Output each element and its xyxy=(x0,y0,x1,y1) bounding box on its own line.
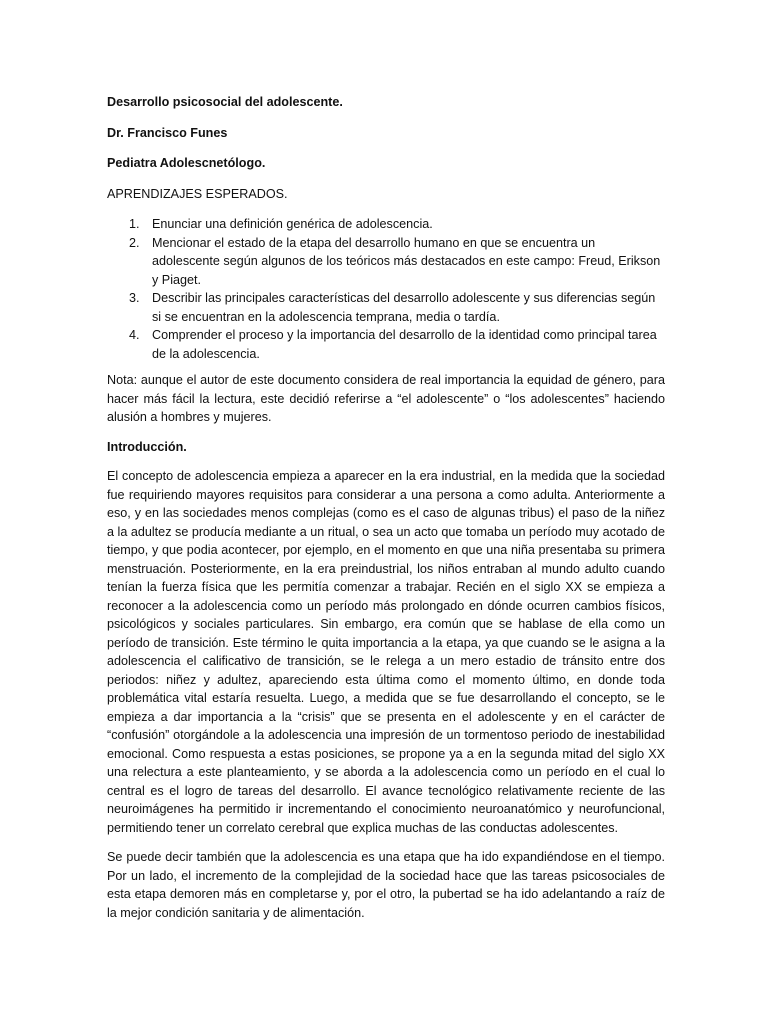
objective-number: 4. xyxy=(129,328,140,342)
objective-text: Enunciar una definición genérica de adolescencia. xyxy=(152,217,433,231)
gender-note: Nota: aunque el autor de este documento considera de real importancia la equidad de género, para hacer más fácil la lectura, este decidió referirse a “el adolescente” o “los adolescentes” haciendo alusión a hombres y mujeres. xyxy=(107,373,665,424)
author-role: Pediatra Adolescnetólogo. xyxy=(107,156,266,170)
objective-number: 2. xyxy=(129,235,140,250)
introduction-paragraph: El concepto de adolescencia empieza a aparecer en la era industrial, en la medida que la sociedad fue requiriendo mayores requisitos para considerar a una persona a como adulta. Anteriormente a eso, y en las sociedades menos complejas (como es el caso de algunas tribus) el paso de la niñez a la adultez se producía mediante a un ritual, o sea un acto que tomaba un período muy acotado de tiempo, y que podia acontecer, por ejemplo, en el momento en que una niña presentaba su primera menstruación. Posteriormente, en la era preindustrial, los niños entraban al mundo adulto cuando tenían la fuerza física que les permitía comenzar a trabajar. Recién en el siglo XX se empieza a reconocer a la adolescencia como un período más prolongado en dónde ocurren cambios físicos, psicológicos y sociales particulares. Sin embargo, era común que se hablase de ella como un período de transición. Este término le quita importancia a la etapa, ya que cuando se le asigna a la adolescencia el calificativo de transición, se le relega a un mero estadio de tránsito entre dos periodos: niñez y adultez, apareciendo esta última como el momento último, en donde toda problemática vital estaría resuelta. Luego, a medida que se fue desarrollando el concepto, se le empieza a dar importancia a la “crisis” que se presenta en el adolescente y en el carácter de “confusión” otorgándole a la adolescencia una impresión de un tormentoso periodo de inestabilidad emocional. Como respuesta a estas posiciones, se propone ya a en la segunda mitad del siglo XX una relectura a este planteamiento, y se aborda a la adolescencia como un período en el cual lo central es el logro de tareas del desarrollo. El avance tecnológico relativamente reciente de las neuroimágenes ha permitido ir incrementando el conocimiento neuroanatómico y neurofuncional, permitiendo tener un correlato cerebral que explica muchas de las conductas adolescentes. xyxy=(107,469,665,835)
introduction-paragraph: Se puede decir también que la adolescencia es una etapa que ha ido expandiéndose en el tiempo. Por un lado, el incremento de la complejidad de la sociedad hace que las tareas psicosociales de esta etapa demoren más en completarse y, por el otro, la pubertad se ha ido adelantando a raíz de la mejor condición sanitaria y de alimentación. xyxy=(107,850,665,920)
objective-number: 1. xyxy=(129,217,140,231)
objectives-list xyxy=(107,215,665,363)
objective-item xyxy=(107,234,665,290)
author-name: Dr. Francisco Funes xyxy=(107,125,228,140)
objective-number: 3. xyxy=(129,291,140,305)
objectives-heading: APRENDIZAJES ESPERADOS. xyxy=(107,186,288,201)
document-title: Desarrollo psicosocial del adolescente. xyxy=(107,95,343,109)
introduction-heading: Introducción. xyxy=(107,439,187,454)
document-page xyxy=(107,93,665,933)
objective-text: Comprender el proceso y la importancia del desarrollo de la identidad como principal tarea de la adolescencia. xyxy=(152,328,657,361)
objective-text: Describir las principales características del desarrollo adolescente y sus diferencias según si se encuentran en la adolescencia temprana, media o tardía. xyxy=(152,291,656,324)
objective-item xyxy=(107,215,665,234)
objective-text: Mencionar el estado de la etapa del desarrollo humano en que se encuentra un adolescente según algunos de los teóricos más destacados en este campo: Freud, Erikson y Piaget. xyxy=(152,235,661,287)
objective-item xyxy=(107,289,665,326)
objective-item xyxy=(107,326,665,363)
